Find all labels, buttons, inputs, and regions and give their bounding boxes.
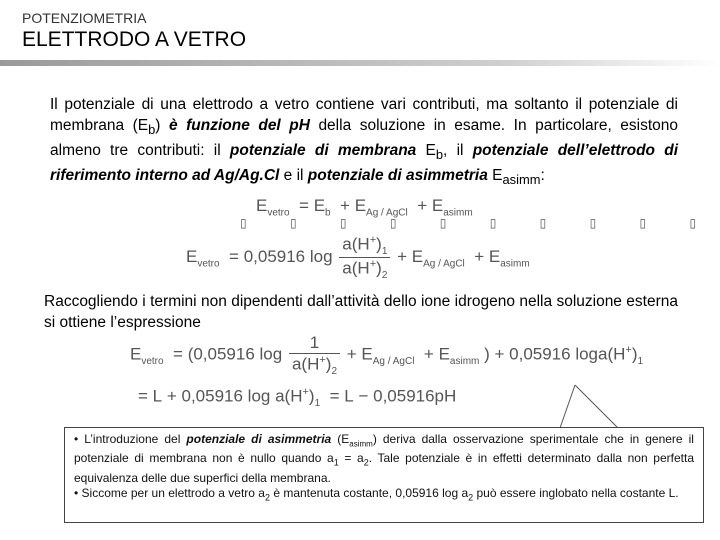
- section-kicker: POTENZIOMETRIA: [22, 10, 147, 26]
- equation-grouped-terms: $E_{vetro} = (0,05916$ log $\frac{1}{a(H^+)_2}$ + $E_{Ag / AgCl} + E_{asimm}$ ) + 0,05916 $\log a(H^+)_1$: [130, 333, 644, 378]
- note-asymmetry: • L’introduzione del potenziale di asimmetria $(E_{asimm})$ deriva dalla osservazione sperimentale che in genere il potenziale di membrana non è nullo quando $a_1 = a_2$. Tale potenziale è in effetti determinato dalla non perfetta equivalenza delle due superfici della membrana.: [74, 432, 694, 485]
- equation-placeholder-glyphs: ▯ ▯ ▯ ▯ ▯ ▯ ▯ ▯ ▯ ▯: [240, 216, 717, 230]
- collect-terms-paragraph: Raccogliendo i termini non dipendenti dall’attività dello ione idrogeno nella soluzione esterna si ottiene l’espressione: [44, 293, 678, 331]
- equation-nernst-membrane: $E_{vetro} = 0,05916$ log $\frac{a(H^+)_1}{a(H^+)_2}$ + $E_{Ag / AgCl} + E_{asimm}$: [186, 234, 530, 282]
- intro-paragraph: Il potenziale di una elettrodo a vetro contiene vari contributi, ma soltanto il potenziale di membrana $(E_b)$ è funzione del pH della soluzione in esame. In particolare, esistono almeno tre contributi: il potenziale di membrana $E_b$, il potenziale dell’elettrodo di riferimento interno ad Ag/Ag.Cl e il potenziale di asimmetria $E_{asimm}$:: [50, 96, 678, 188]
- title-underline: [0, 60, 720, 66]
- note-constant: • Siccome per un elettrodo a vetro $a_2$ è mantenuta costante, 0,05916 $\log a_2$ può essere inglobato nella costante L.: [74, 485, 679, 503]
- activity-ratio-fraction: $\frac{a(H^+)_1}{a(H^+)_2}$: [339, 234, 390, 281]
- slide-title: ELETTRODO A VETRO: [22, 28, 247, 51]
- inverse-activity-fraction: $\frac{1}{a(H^+)_2}$: [289, 333, 340, 377]
- equation-final-ph: = L + 0,05916 $\log a(H^+)_1 = L - 0,05916pH$: [138, 386, 457, 410]
- explanatory-note-box: [64, 427, 704, 523]
- equation-sum-contributions: $E_{vetro} = E_b + E_{Ag / AgCl} + E_{asimm}$: [256, 196, 473, 219]
